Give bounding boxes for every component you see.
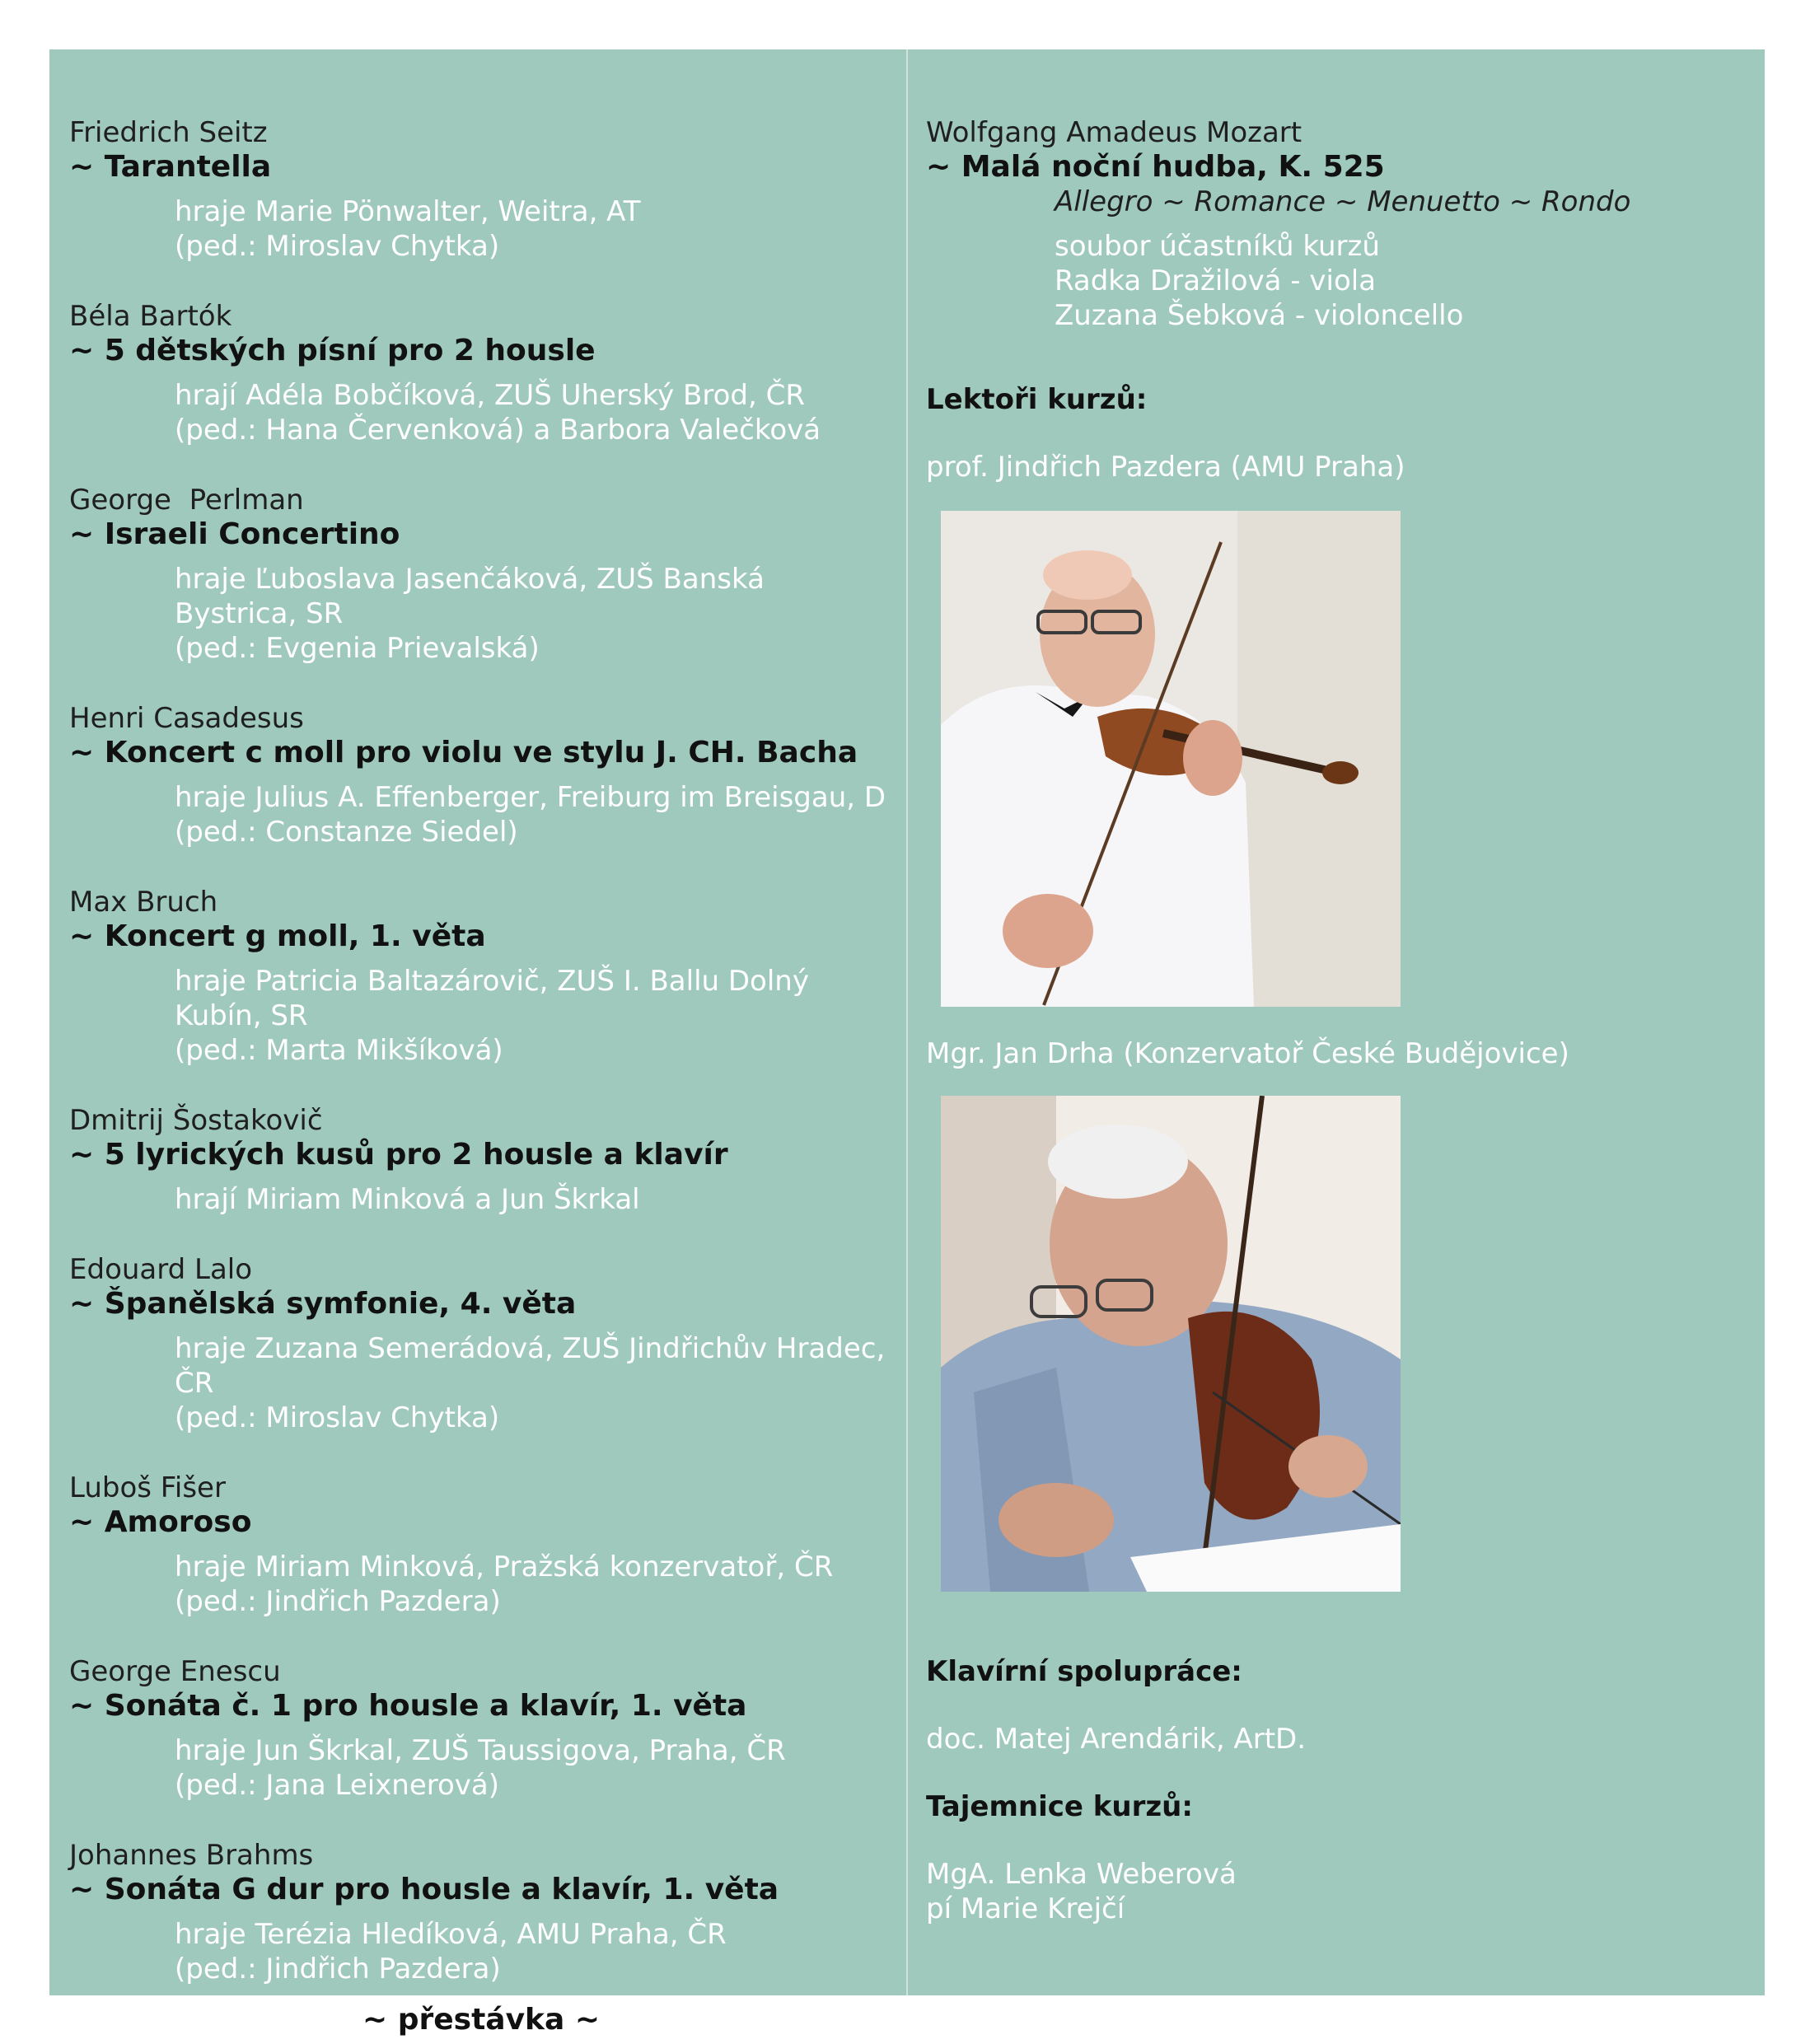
teacher-line: (ped.: Evgenia Prievalská)	[175, 632, 540, 665]
program-item	[69, 1252, 893, 1435]
performer-line: hraje Zuzana Semerádová, ZUŠ Jindřichův Hradec, ČR	[175, 1332, 886, 1400]
lecturer-name: prof. Jindřich Pazdera (AMU Praha)	[926, 451, 1405, 484]
composer-name: Friedrich Seitz	[69, 116, 268, 149]
program-item	[69, 1838, 893, 1986]
column-divider	[906, 49, 908, 1995]
teacher-line: (ped.: Jindřich Pazdera)	[175, 1953, 501, 1986]
teacher-line: (ped.: Miroslav Chytka)	[175, 230, 500, 263]
performer-line: hraje Miriam Minková, Pražská konzervatoř, ČR	[175, 1551, 834, 1583]
secretary-name: pí Marie Krejčí	[926, 1892, 1125, 1925]
teacher-line: (ped.: Jana Leixnerová)	[175, 1769, 500, 1802]
program-panel	[49, 49, 1765, 2037]
piece-title: ~ Koncert g moll, 1. věta	[69, 919, 486, 953]
lecturers-heading: Lektoři kurzů:	[926, 383, 1148, 416]
piece-title: ~ Sonáta G dur pro housle a klavír, 1. věta	[69, 1873, 779, 1906]
teacher-line: (ped.: Constanze Siedel)	[175, 816, 518, 849]
program-item	[69, 483, 893, 666]
composer-name: Johannes Brahms	[69, 1839, 314, 1872]
program-item	[69, 885, 893, 1068]
movement: Allegro	[1055, 185, 1153, 218]
program-item	[69, 1103, 893, 1217]
secretary-name: MgA. Lenka Weberová	[926, 1858, 1237, 1891]
movements-line	[926, 185, 1750, 219]
program-left-column	[69, 115, 893, 2037]
ensemble-line: soubor účastníků kurzů	[1055, 230, 1380, 263]
piece-title: ~ Koncert c moll pro violu ve stylu J. CH. Bacha	[69, 736, 858, 769]
piece-title: ~ 5 lyrických kusů pro 2 housle a klavír	[69, 1138, 728, 1172]
ensemble-line: Zuzana Šebková - violoncello	[1055, 299, 1464, 332]
program-item	[69, 1471, 893, 1619]
performer-line: hraje Patricia Baltazárovič, ZUŠ I. Ballu Dolný Kubín, SR	[175, 965, 809, 1032]
movement: Romance	[1194, 185, 1326, 218]
program-right-column	[926, 115, 1750, 1926]
movement-separator: ~	[1153, 185, 1195, 218]
composer-name: Luboš Fišer	[69, 1471, 226, 1504]
teacher-line: (ped.: Miroslav Chytka)	[175, 1401, 500, 1434]
movement-separator: ~	[1499, 185, 1542, 218]
piece-title: ~ Španělská symfonie, 4. věta	[69, 1287, 577, 1321]
performer-line: hrají Adéla Bobčíková, ZUŠ Uherský Brod, ČR	[175, 379, 805, 412]
lecturer-photo-drha	[941, 1096, 1401, 1592]
piece-title: ~ Tarantella	[69, 150, 272, 184]
lecturer-name: Mgr. Jan Drha (Konzervatoř České Budějovice)	[926, 1037, 1569, 1070]
performer-line: hraje Ľuboslava Jasenčáková, ZUŠ Banská Bystrica, SR	[175, 563, 765, 630]
program-item	[69, 701, 893, 849]
piece-title: ~ Malá noční hudba, K. 525	[926, 150, 1385, 184]
piece-title: ~ 5 dětských písní pro 2 housle	[69, 334, 596, 367]
composer-name: George Enescu	[69, 1655, 281, 1688]
movement: Rondo	[1541, 185, 1631, 218]
ensemble-line: Radka Dražilová - viola	[1055, 264, 1377, 297]
lecturer-photo-pazdera	[941, 511, 1401, 1007]
teacher-line: (ped.: Jindřich Pazdera)	[175, 1585, 501, 1618]
movement: Menuetto	[1367, 185, 1500, 218]
program-item	[69, 1654, 893, 1803]
composer-name: Dmitrij Šostakovič	[69, 1104, 323, 1137]
composer-name: Max Bruch	[69, 886, 218, 919]
program-item	[69, 115, 893, 264]
performer-line: hrají Miriam Minková a Jun Škrkal	[175, 1183, 640, 1216]
pianist-name: doc. Matej Arendárik, ArtD.	[926, 1723, 1307, 1756]
performer-line: hraje Julius A. Effenberger, Freiburg im Breisgau, D	[175, 781, 886, 814]
composer-name: Edouard Lalo	[69, 1253, 253, 1286]
composer-name: Béla Bartók	[69, 300, 232, 333]
movement-separator: ~	[1326, 185, 1368, 218]
performer-line: hraje Terézia Hledíková, AMU Praha, ČR	[175, 1918, 727, 1951]
intermission-label: ~ přestávka ~	[362, 2003, 600, 2037]
teacher-line: (ped.: Hana Červenková) a Barbora Valečková	[175, 414, 821, 447]
composer-name: Henri Casadesus	[69, 702, 304, 735]
composer-name: George Perlman	[69, 484, 304, 517]
composer-name: Wolfgang Amadeus Mozart	[926, 116, 1303, 149]
piece-title: ~ Sonáta č. 1 pro housle a klavír, 1. věta	[69, 1689, 747, 1723]
performer-line: hraje Jun Škrkal, ZUŠ Taussigova, Praha, ČR	[175, 1734, 786, 1767]
performer-line: hraje Marie Pönwalter, Weitra, AT	[175, 195, 641, 228]
piece-title: ~ Amoroso	[69, 1505, 252, 1539]
piece-title: ~ Israeli Concertino	[69, 517, 400, 551]
secretary-heading: Tajemnice kurzů:	[926, 1790, 1193, 1823]
program-item	[69, 299, 893, 447]
piano-heading: Klavírní spolupráce:	[926, 1655, 1242, 1688]
teacher-line: (ped.: Marta Mikšíková)	[175, 1034, 503, 1067]
